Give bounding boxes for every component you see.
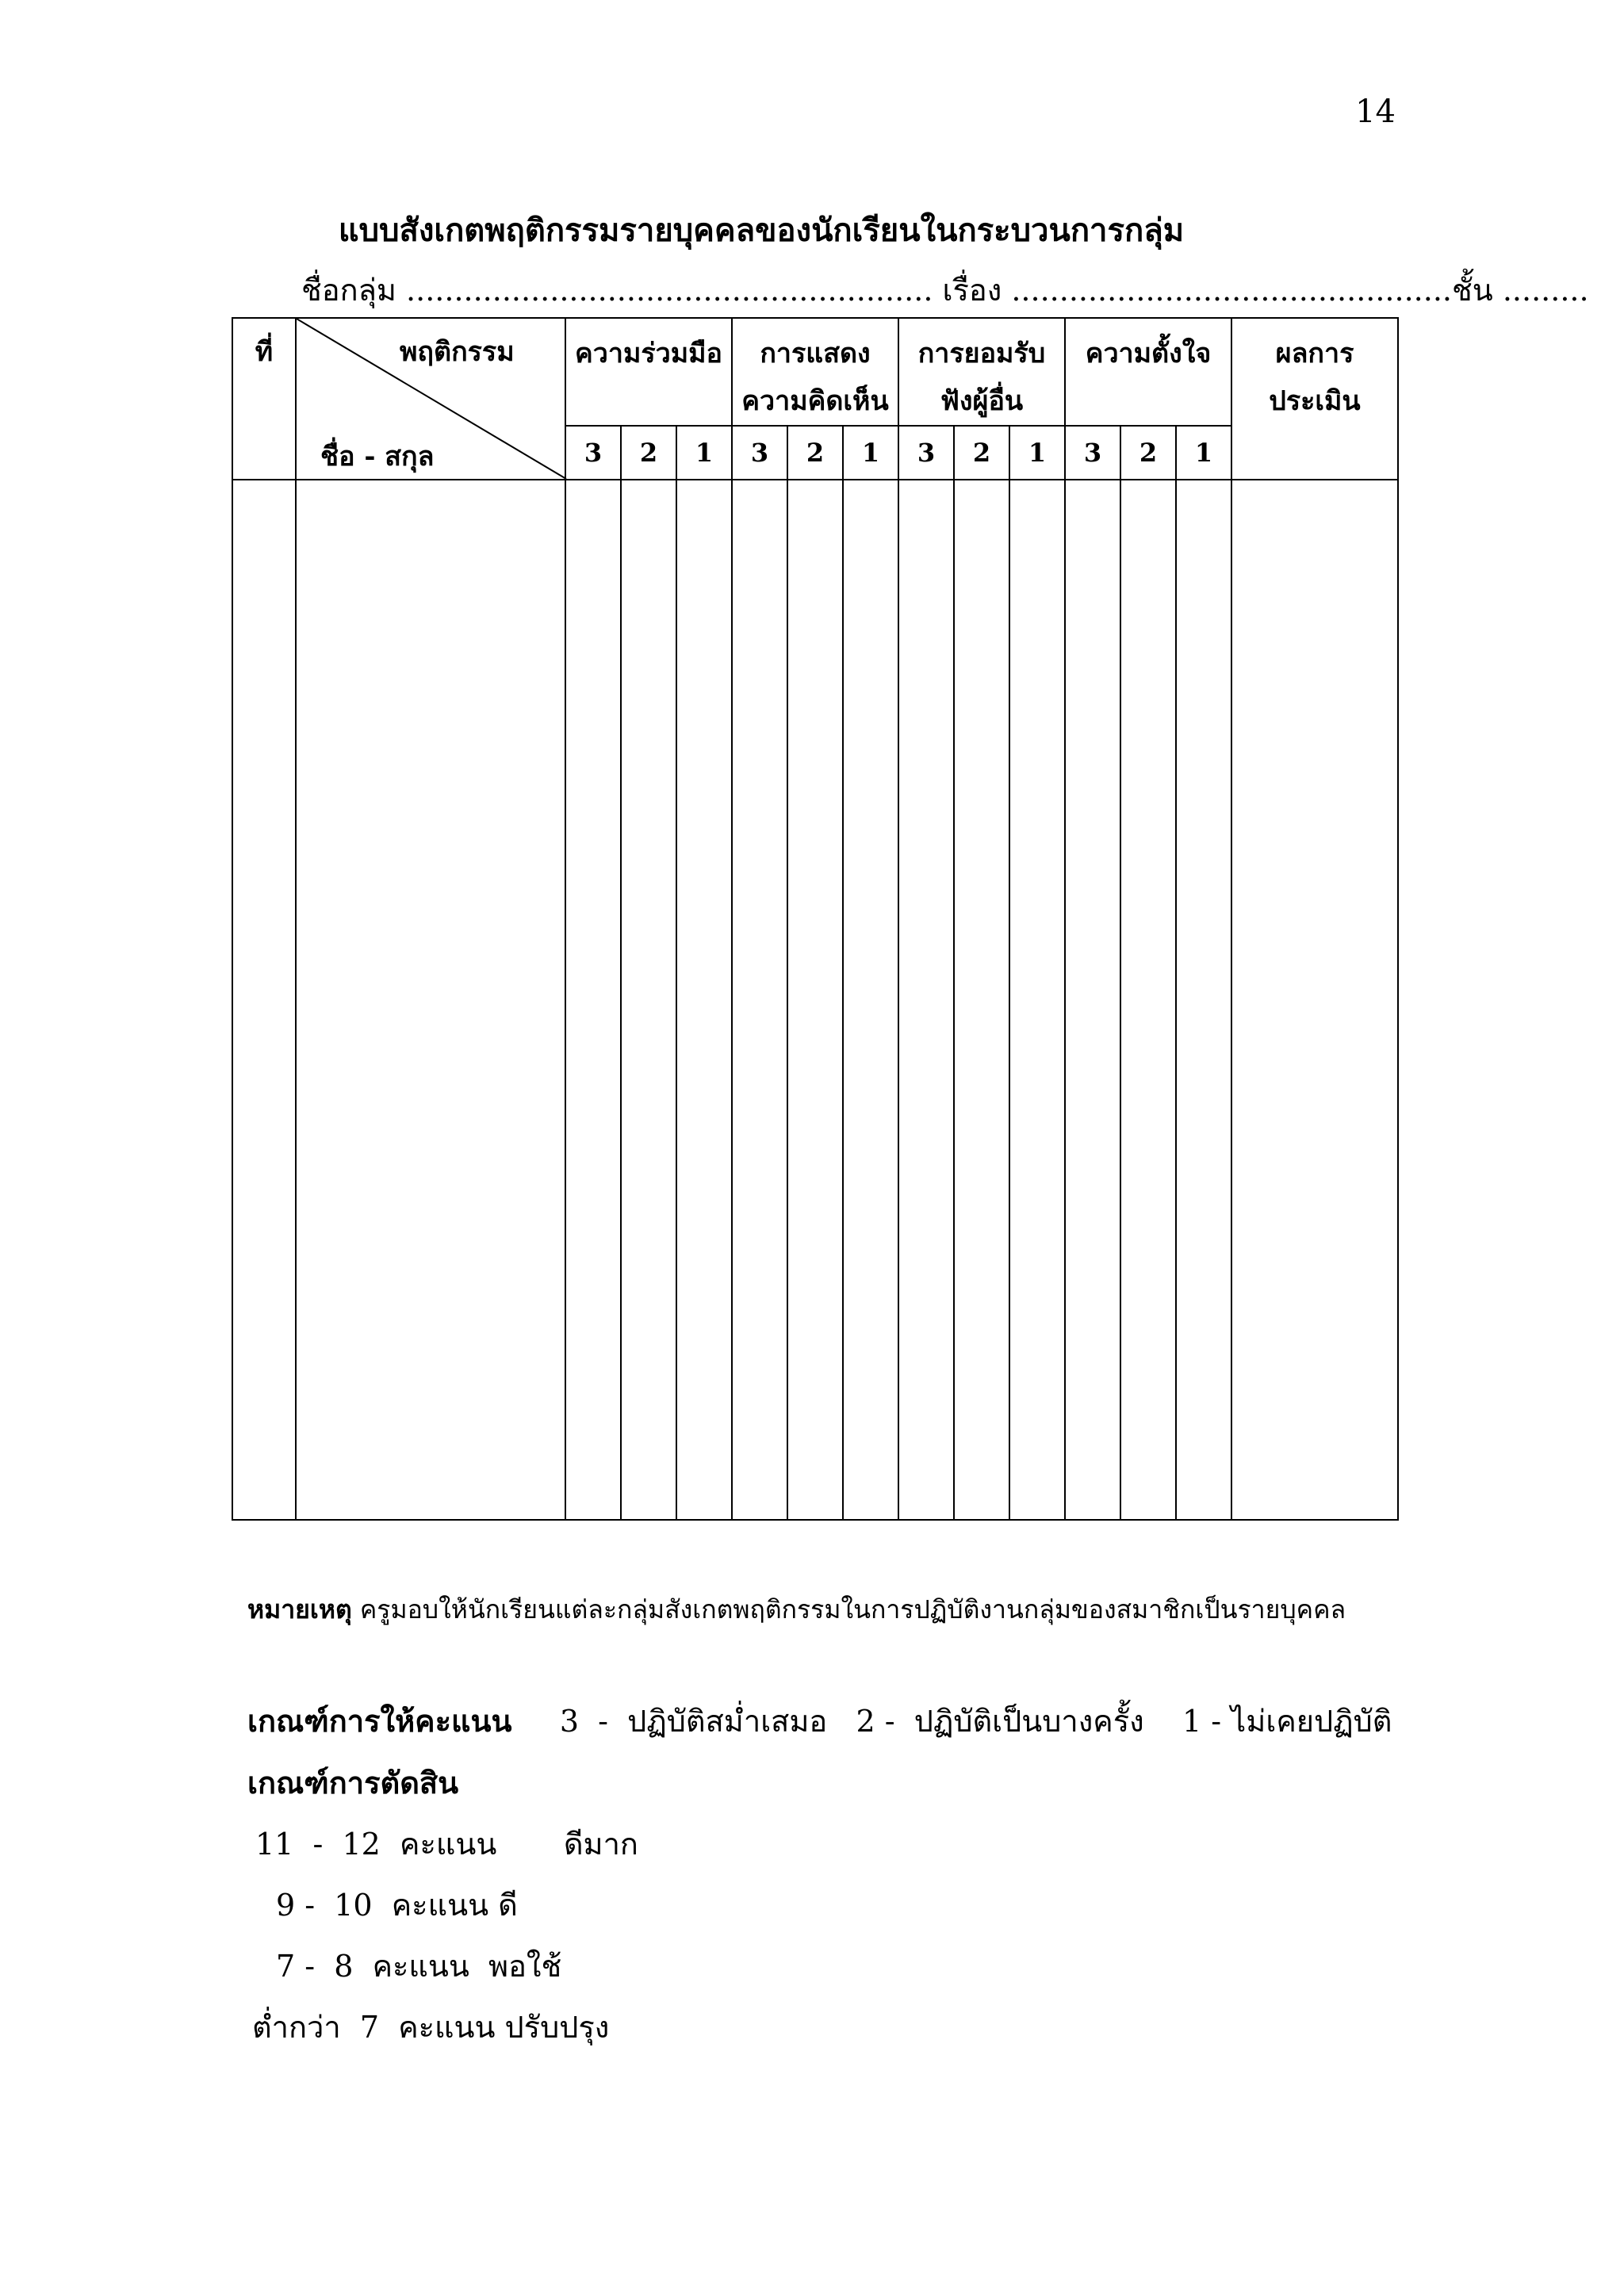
score-header: 2 (621, 426, 676, 480)
scoring-item: 3 - ปฏิบัติสม่ำเสมอ (559, 1704, 828, 1739)
decision-item: 7 - 8 คะแนน พอใช้ (276, 1949, 562, 1984)
page-number: 14 (1355, 94, 1396, 130)
decision-item: ต่ำกว่า 7 คะแนน ปรับปรุง (252, 2010, 610, 2045)
observation-table (232, 317, 1399, 1521)
score-cell[interactable] (565, 480, 621, 1520)
class-blank: ......... (1492, 273, 1589, 308)
score-cell[interactable] (1176, 480, 1231, 1520)
category-header-cooperation (565, 318, 732, 426)
score-header: 1 (843, 426, 898, 480)
category-header-attention (1065, 318, 1231, 426)
scoring-item: 1 - ไม่เคยปฏิบัติ (1182, 1704, 1392, 1739)
score-header: 3 (898, 426, 954, 480)
decision-criteria-title: เกณฑ์การตัดสิน (247, 1765, 459, 1800)
behavior-name-header (296, 318, 565, 480)
score-header: 2 (954, 426, 1009, 480)
col-number-header: ที่ (232, 318, 296, 480)
decision-item: 11 - 12 คะแนน ดีมาก (255, 1827, 638, 1862)
score-header: 1 (1009, 426, 1065, 480)
score-header: 2 (1120, 426, 1176, 480)
score-header: 3 (732, 426, 787, 480)
student-name-cell[interactable] (296, 480, 565, 1520)
result-label-2: ประเมิน (1269, 385, 1361, 417)
score-header: 1 (676, 426, 732, 480)
form-title: แบบสังเกตพฤติกรรมรายบุคคลของนักเรียนในกระบวนการกลุ่ม (338, 212, 1185, 249)
score-header: 3 (565, 426, 621, 480)
group-label: ชื่อกลุ่ม (301, 273, 396, 308)
name-label: ชื่อ - สกุล (320, 441, 435, 473)
score-header: 1 (1176, 426, 1231, 480)
category-label: ความร่วมมือ (575, 338, 722, 369)
result-label: ผลการ (1275, 338, 1354, 369)
score-cell[interactable] (787, 480, 843, 1520)
score-header: 2 (787, 426, 843, 480)
result-header (1231, 318, 1398, 480)
score-cell[interactable] (732, 480, 787, 1520)
category-label: การแสดง (760, 338, 871, 369)
info-line (301, 266, 1589, 314)
decision-item: 9 - 10 คะแนน ดี (276, 1888, 518, 1923)
behavior-label: พฤติกรรม (400, 336, 515, 368)
score-cell[interactable] (954, 480, 1009, 1520)
score-cell[interactable] (621, 480, 676, 1520)
score-cell[interactable] (1120, 480, 1176, 1520)
note-text: ครูมอบให้นักเรียนแต่ละกลุ่มสังเกตพฤติกรรมในการปฏิบัติงานกลุ่มของสมาชิกเป็นรายบุคคล (351, 1594, 1346, 1624)
class-label: ชั้น (1451, 273, 1493, 308)
result-cell[interactable] (1231, 480, 1398, 1520)
score-cell[interactable] (676, 480, 732, 1520)
category-label-2: ฟังผู้อื่น (940, 385, 1024, 417)
category-label-2: ความคิดเห็น (741, 385, 889, 417)
group-blank: ....................................................... (396, 273, 943, 308)
category-label: การยอมรับ (917, 338, 1046, 369)
scoring-criteria (247, 1697, 1392, 1745)
score-cell[interactable] (843, 480, 898, 1520)
scoring-item: 2 - ปฏิบัติเป็นบางครั้ง (856, 1704, 1144, 1739)
category-header-listening (898, 318, 1065, 426)
category-label: ความตั้งใจ (1085, 338, 1212, 369)
topic-label: เรื่อง (942, 273, 1002, 308)
score-cell[interactable] (1065, 480, 1120, 1520)
score-cell[interactable] (898, 480, 954, 1520)
scoring-label: เกณฑ์การให้คะแนน (247, 1703, 512, 1739)
note-label: หมายเหตุ (247, 1594, 352, 1624)
score-header: 3 (1065, 426, 1120, 480)
score-cell[interactable] (1009, 480, 1065, 1520)
note (247, 1590, 1346, 1630)
category-header-opinion (732, 318, 898, 426)
topic-blank: .............................................. (1002, 273, 1452, 308)
number-cell[interactable] (232, 480, 296, 1520)
